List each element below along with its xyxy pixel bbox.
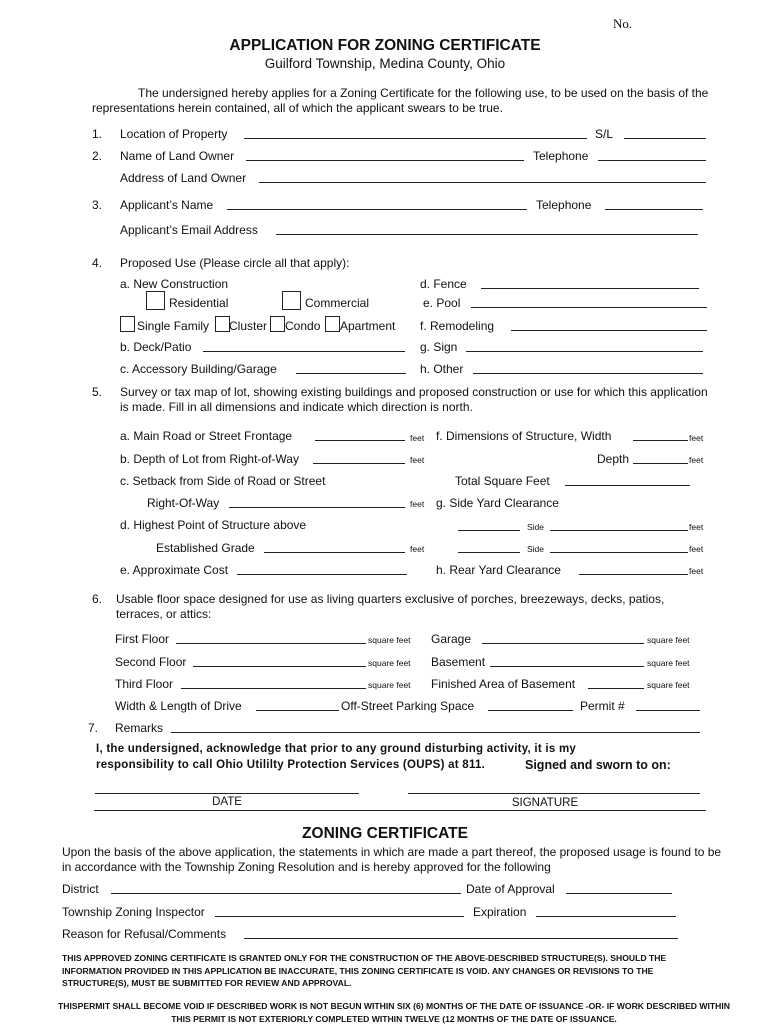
- dimensions-depth-field[interactable]: [633, 463, 688, 464]
- date-field[interactable]: [95, 793, 359, 794]
- rear-yard-unit: feet: [689, 566, 704, 576]
- certificate-intro: Upon the basis of the above application, the statements in which are made a part thereof, the proposed usage is found to be in accordance with the Township Zoning Resolution and is hereby approved for the following: [62, 845, 722, 874]
- item-number-7: 7.: [88, 721, 99, 735]
- deck-patio-label: b. Deck/Patio: [120, 340, 192, 354]
- applicant-name-field[interactable]: [227, 209, 527, 210]
- garage-field[interactable]: [482, 643, 644, 644]
- acknowledgement-line-2: responsibility to call Ohio Utililty Protection Services (OUPS) at 811.: [96, 759, 486, 771]
- acknowledgement-line-1: I, the undersigned, acknowledge that prior to any ground disturbing activity, it is my: [96, 743, 577, 755]
- residential-checkbox[interactable]: [146, 291, 165, 310]
- frontage-field[interactable]: [315, 440, 405, 441]
- setback-field[interactable]: [229, 507, 405, 508]
- cluster-checkbox[interactable]: [215, 316, 230, 332]
- inspector-field[interactable]: [215, 916, 464, 917]
- date-approval-label: Date of Approval: [466, 882, 555, 896]
- dimensions-depth-unit: feet: [689, 455, 704, 465]
- remodeling-label: f. Remodeling: [420, 319, 495, 333]
- item-number-6: 6.: [92, 592, 103, 606]
- proposed-use-label: Proposed Use (Please circle all that apply):: [120, 256, 350, 270]
- form-number-label: No.: [613, 16, 633, 31]
- frontage-label: a. Main Road or Street Frontage: [120, 429, 293, 443]
- condo-label: Condo: [285, 319, 321, 333]
- location-field[interactable]: [244, 138, 587, 139]
- sl-field[interactable]: [624, 138, 706, 139]
- certificate-title: ZONING CERTIFICATE: [302, 825, 468, 842]
- single-family-label: Single Family: [137, 319, 210, 333]
- owner-address-field[interactable]: [259, 182, 706, 183]
- parking-label: Off-Street Parking Space: [341, 699, 475, 713]
- accessory-building-field[interactable]: [296, 373, 406, 374]
- setback-label: c. Setback from Side of Road or Street: [120, 474, 326, 488]
- finished-basement-field[interactable]: [588, 688, 644, 689]
- side-label-2: Side: [527, 544, 545, 554]
- side-yard-unit-1: feet: [689, 522, 704, 532]
- residential-label: Residential: [169, 296, 229, 310]
- item-number-2: 2.: [92, 149, 103, 163]
- void-notice: THISPERMIT SHALL BECOME VOID IF DESCRIBED WORK IS NOT BEGUN WITHIN SIX (6) MONTHS OF THE DATE OF ISSUANCE -OR- IF WORK DESCRIBED WITHIN THIS PERMIT IS NOT EXTERIORLY COMPLETED WITHIN TWELVE (12 MONTHS OF THE DATE OF ISSUANCE.: [58, 1001, 730, 1024]
- form-title: APPLICATION FOR ZONING CERTIFICATE: [229, 37, 541, 54]
- owner-telephone-field[interactable]: [598, 160, 706, 161]
- single-family-checkbox[interactable]: [120, 316, 135, 332]
- lot-depth-field[interactable]: [313, 463, 405, 464]
- apartment-checkbox[interactable]: [325, 316, 340, 332]
- pool-label: e. Pool: [423, 296, 461, 310]
- certificate-notice: THIS APPROVED ZONING CERTIFICATE IS GRANTED ONLY FOR THE CONSTRUCTION OF THE ABOVE-DESCRIBED STRUCTURE(S). SHOULD THE INFORMATION PROVIDED IN THIS APPLICATION BE INACCURATE, THIS ZONING CERTIFICATE IS VOID. ANY CHANGES OR REVISIONS TO THE STRUCTURE(S), MUST BE SUBMITTED FOR REVIEW AND APPROVAL.: [62, 953, 667, 988]
- permit-label: Permit #: [580, 699, 625, 713]
- fence-field[interactable]: [481, 288, 699, 289]
- expiration-field[interactable]: [536, 916, 676, 917]
- dimensions-width-unit: feet: [689, 433, 704, 443]
- basement-unit: square feet: [647, 658, 690, 668]
- item-number-1: 1.: [92, 127, 103, 141]
- first-floor-label: First Floor: [115, 632, 169, 646]
- side-yard-field-1b[interactable]: [550, 530, 688, 531]
- other-field[interactable]: [473, 373, 703, 374]
- total-square-feet-label: Total Square Feet: [455, 474, 550, 488]
- highest-point-unit: feet: [410, 544, 425, 554]
- owner-name-field[interactable]: [246, 160, 524, 161]
- sign-field[interactable]: [466, 351, 703, 352]
- permit-field[interactable]: [636, 710, 700, 711]
- signature-field[interactable]: [408, 793, 700, 794]
- first-floor-unit: square feet: [368, 635, 411, 645]
- form-subtitle: Guilford Township, Medina County, Ohio: [264, 56, 506, 71]
- drive-label: Width & Length of Drive: [115, 699, 242, 713]
- remarks-label: Remarks: [115, 721, 164, 735]
- rear-yard-field[interactable]: [579, 574, 688, 575]
- district-field[interactable]: [111, 893, 461, 894]
- dimensions-width-field[interactable]: [633, 440, 688, 441]
- frontage-unit: feet: [410, 433, 425, 443]
- inspector-label: Township Zoning Inspector: [62, 905, 205, 919]
- approximate-cost-label: e. Approximate Cost: [120, 563, 229, 577]
- basement-field[interactable]: [490, 666, 644, 667]
- new-construction-label: a. New Construction: [120, 277, 229, 291]
- survey-instructions: Survey or tax map of lot, showing existing buildings and proposed construction or use for which this application is made. Fill in all dimensions and indicate which direction is north.: [120, 385, 708, 414]
- signature-label: SIGNATURE: [511, 797, 579, 809]
- intro-paragraph: The undersigned hereby applies for a Zoning Certificate for the following use, to be used on the basis of the representations herein contained, all of which the applicant swears to be true.: [92, 86, 709, 115]
- applicant-email-label: Applicant’s Email Address: [120, 223, 258, 237]
- lot-depth-unit: feet: [410, 455, 425, 465]
- owner-telephone-label: Telephone: [533, 149, 589, 163]
- parking-field[interactable]: [488, 710, 573, 711]
- second-floor-field[interactable]: [193, 666, 366, 667]
- established-grade-label: Established Grade: [156, 541, 255, 555]
- applicant-telephone-field[interactable]: [605, 209, 703, 210]
- side-yard-field-2b[interactable]: [550, 552, 688, 553]
- finished-basement-label: Finished Area of Basement: [431, 677, 576, 691]
- applicant-email-field[interactable]: [276, 234, 698, 235]
- floor-space-instructions: Usable floor space designed for use as living quarters exclusive of porches, breezeways, decks, patios, terraces, or attics:: [116, 592, 665, 621]
- condo-checkbox[interactable]: [270, 316, 285, 332]
- finished-basement-unit: square feet: [647, 680, 690, 690]
- right-of-way-label: Right-Of-Way: [147, 496, 220, 510]
- owner-name-label: Name of Land Owner: [120, 149, 235, 163]
- fence-label: d. Fence: [420, 277, 467, 291]
- cluster-label: Cluster: [229, 319, 268, 333]
- side-label-1: Side: [527, 522, 545, 532]
- first-floor-field[interactable]: [176, 643, 366, 644]
- third-floor-unit: square feet: [368, 680, 411, 690]
- applicant-telephone-label: Telephone: [536, 198, 592, 212]
- highest-point-field[interactable]: [264, 552, 405, 553]
- commercial-label: Commercial: [305, 296, 370, 310]
- sign-label: g. Sign: [420, 340, 458, 354]
- third-floor-label: Third Floor: [115, 677, 174, 691]
- dimensions-width-label: f. Dimensions of Structure, Width: [436, 429, 612, 443]
- side-yard-label: g. Side Yard Clearance: [436, 496, 559, 510]
- commercial-checkbox[interactable]: [282, 291, 301, 310]
- location-label: Location of Property: [120, 127, 228, 141]
- garage-label: Garage: [431, 632, 472, 646]
- approximate-cost-field[interactable]: [237, 574, 407, 575]
- reason-label: Reason for Refusal/Comments: [62, 927, 227, 941]
- highest-point-label: d. Highest Point of Structure above: [120, 518, 307, 532]
- owner-address-label: Address of Land Owner: [120, 171, 247, 185]
- signed-sworn-label: Signed and sworn to on:: [525, 758, 671, 772]
- lot-depth-label: b. Depth of Lot from Right-of-Way: [120, 452, 299, 466]
- item-number-5: 5.: [92, 385, 103, 399]
- pool-field[interactable]: [471, 307, 707, 308]
- rear-yard-label: h. Rear Yard Clearance: [436, 563, 561, 577]
- accessory-building-label: c. Accessory Building/Garage: [120, 362, 277, 376]
- deck-patio-field[interactable]: [203, 351, 405, 352]
- third-floor-field[interactable]: [181, 688, 366, 689]
- date-approval-field[interactable]: [566, 893, 672, 894]
- applicant-name-label: Applicant’s Name: [120, 198, 214, 212]
- total-square-feet-field[interactable]: [565, 485, 690, 486]
- section-divider: [94, 810, 706, 811]
- sl-label: S/L: [595, 127, 614, 141]
- district-label: District: [62, 882, 99, 896]
- other-label: h. Other: [420, 362, 464, 376]
- date-label: DATE: [212, 796, 242, 808]
- garage-unit: square feet: [647, 635, 690, 645]
- apartment-label: Apartment: [340, 319, 396, 333]
- item-number-3: 3.: [92, 198, 103, 212]
- drive-field[interactable]: [256, 710, 339, 711]
- remodeling-field[interactable]: [511, 330, 707, 331]
- basement-label: Basement: [431, 655, 486, 669]
- remarks-field[interactable]: [171, 732, 700, 733]
- reason-field[interactable]: [244, 938, 678, 939]
- second-floor-label: Second Floor: [115, 655, 187, 669]
- dimensions-depth-label: Depth: [597, 452, 630, 466]
- item-number-4: 4.: [92, 256, 103, 270]
- side-yard-unit-2: feet: [689, 544, 704, 554]
- second-floor-unit: square feet: [368, 658, 411, 668]
- side-yard-field-2a[interactable]: [458, 552, 520, 553]
- setback-unit: feet: [410, 499, 425, 509]
- expiration-label: Expiration: [473, 905, 527, 919]
- side-yard-field-1a[interactable]: [458, 530, 520, 531]
